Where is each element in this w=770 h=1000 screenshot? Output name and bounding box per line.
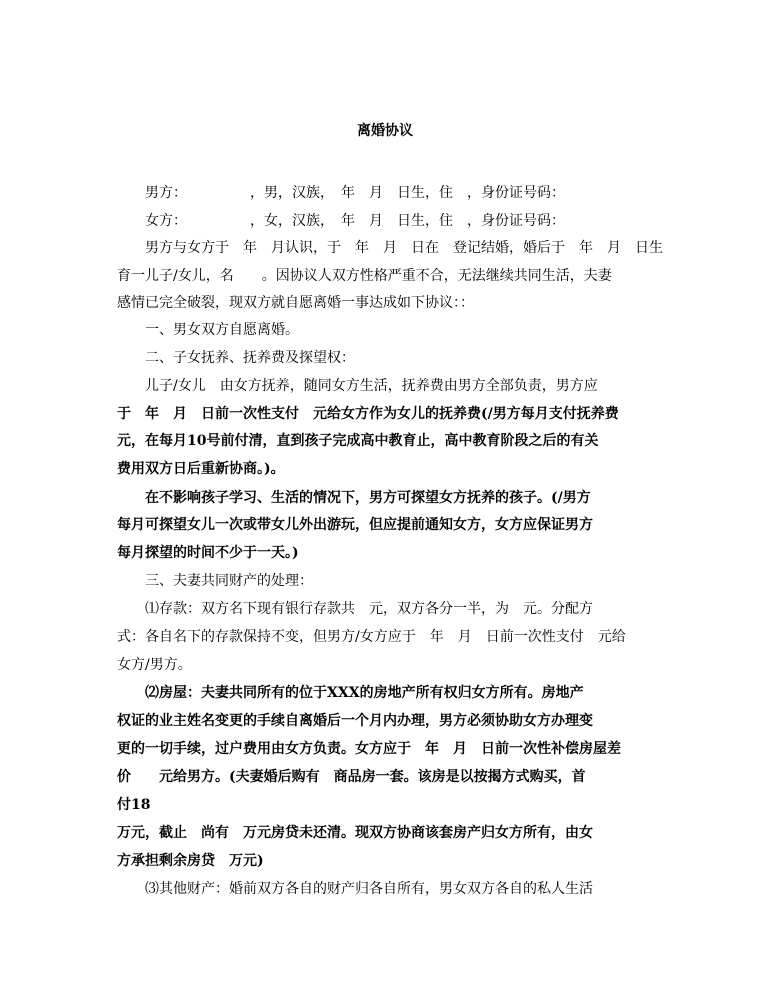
paragraph-line: 万元，截止 尚有 万元房贷未还清。现双方协商该套房产归女方所有，由女 [117,825,593,841]
paragraph-line: 儿子/女儿 由女方抚养，随同女方生活，抚养费由男方全部负责，男方应 [117,378,598,394]
paragraph-line: 元，在每月10号前付清，直到孩子完成高中教育止，高中教育阶段之后的有关 [117,433,599,449]
paragraph-line: 感情已完全破裂，现双方就自愿离婚一事达成如下协议：： [117,295,474,311]
page-title: 离婚协议 [357,123,413,139]
paragraph-line: 在不影响孩子学习、生活的情况下，男方可探望女方抚养的孩子。(/男方 [117,490,591,506]
paragraph-line: 每月可探望女儿一次或带女儿外出游玩，但应提前通知女方，女方应保证男方 [117,517,593,533]
paragraph-line: 费用双方日后重新协商。)。 [117,461,285,477]
paragraph-line: 价 元给男方。(夫妻婚后购有 商品房一套。该房是以按揭方式购买，首 [117,769,586,785]
paragraph-line: 女方/男方。 [117,657,192,673]
paragraph-line: ⑴存款：双方名下现有银行存款共 元，双方各分一半，为 元。分配方 [117,601,593,617]
paragraph-line: 女方： ，女，汉族， 年 月 日生，住 ，身份证号码： [117,213,565,229]
paragraph-line: 男方与女方于 年 月认识，于 年 月 日在 登记结婚，婚后于 年 月 日生 [117,240,663,256]
paragraph-line: ⑵房屋：夫妻共同所有的位于XXX的房地产所有权归女方所有。房地产 [117,685,584,701]
paragraph-line: 每月探望的时间不少于一天。) [117,545,299,561]
paragraph-line: ⑶其他财产：婚前双方各自的财产归各自所有，男女双方各自的私人生活 [117,881,593,897]
paragraph-line: 一、男女双方自愿离婚。 [117,322,299,338]
paragraph-line: 式：各自名下的存款保持不变，但男方/女方应于 年 月 日前一次性支付 元给 [117,629,626,645]
paragraph-line: 付18 [117,797,151,813]
paragraph-line: 于 年 月 日前一次性支付 元给女方作为女儿的抚养费(/男方每月支付抚养费 [117,406,619,422]
paragraph-line: 更的一切手续，过户费用由女方负责。女方应于 年 月 日前一次性补偿房屋差 [117,741,621,757]
paragraph-line: 方承担剩余房贷 万元) [117,853,264,869]
paragraph-line: 三、夫妻共同财产的处理： [117,573,313,589]
paragraph-line: 权证的业主姓名变更的手续自离婚后一个月内办理，男方必须协助女方办理变 [117,713,593,729]
paragraph-line: 育一儿子/女儿，名 。因协议人双方性格严重不合，无法继续共同生活，夫妻 [117,268,612,284]
paragraph-line: 男方： ，男，汉族， 年 月 日生，住 ，身份证号码： [117,185,565,201]
paragraph-line: 二、子女抚养、抚养费及探望权： [117,350,355,366]
